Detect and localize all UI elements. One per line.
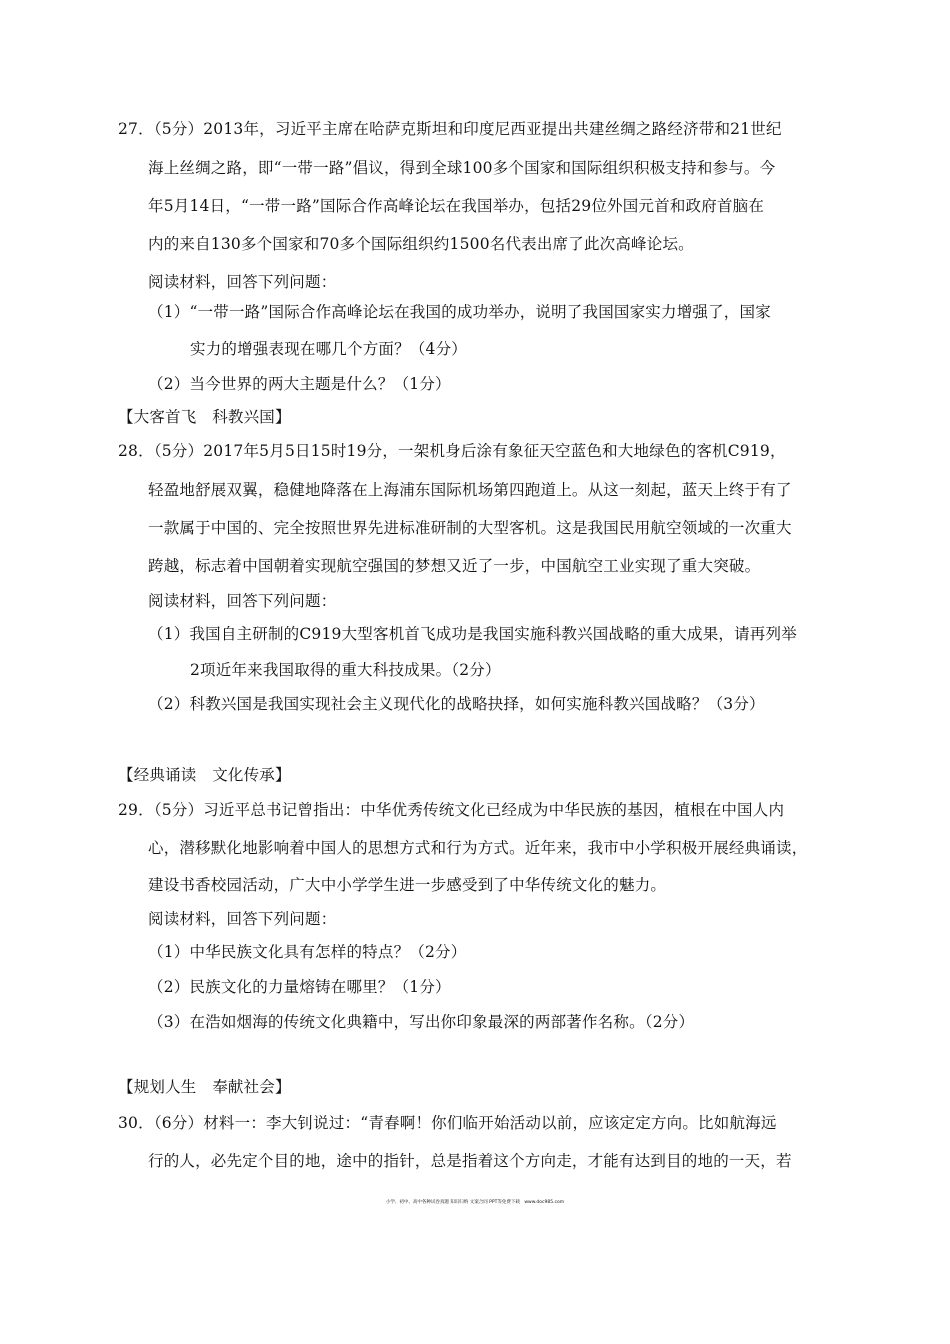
q28-line-3: 一款属于中国的、完全按照世界先进标准研制的大型客机。这是我国民用航空领域的一次重大 [148,519,792,537]
q27-sub2: （2）当今世界的两大主题是什么？（1分） [148,375,451,393]
q27-line-1: 27．（5分）2013年，习近平主席在哈萨克斯坦和印度尼西亚提出共建丝绸之路经济带和21世纪 [118,120,782,138]
q29-sub1: （1）中华民族文化具有怎样的特点？（2分） [148,943,467,961]
q27-line-3: 年5月14日，“一带一路”国际合作高峰论坛在我国举办，包括29位外国元首和政府首脑在 [148,197,765,215]
q27-prompt: 阅读材料，回答下列问题： [148,273,337,291]
q29-prompt: 阅读材料，回答下列问题： [148,910,337,928]
q27-sub1-line-2: 实力的增强表现在哪几个方面？（4分） [190,340,467,358]
q30-line-1: 30．（6分）材料一：李大钊说过：“青春啊！你们临开始活动以前，应该定定方向。比如航海远 [118,1114,777,1132]
section-heading-29: 【经典诵读 文化传承】 [118,766,291,784]
q27-line-2: 海上丝绸之路，即“一带一路”倡议，得到全球100多个国家和国际组织积极支持和参与。今 [148,159,776,177]
q29-line-3: 建设书香校园活动，广大中小学学生进一步感受到了中华传统文化的魅力。 [148,876,667,894]
section-heading-30: 【规划人生 奉献社会】 [118,1078,291,1096]
q28-line-1: 28．（5分）2017年5月5日15时19分，一架机身后涂有象征天空蓝色和大地绿色的客机C919， [118,442,786,460]
q28-sub1-line-2: 2项近年来我国取得的重大科技成果。（2分） [190,661,501,679]
q27-sub1-line-1: （1）“一带一路”国际合作高峰论坛在我国的成功举办，说明了我国国家实力增强了，国家 [148,303,771,321]
q29-sub3: （3）在浩如烟海的传统文化典籍中，写出你印象最深的两部著作名称。（2分） [148,1013,695,1031]
q30-line-2: 行的人，必先定个目的地，途中的指针，总是指着这个方向走，才能有达到目的地的一天，若 [148,1152,792,1170]
q28-sub1-line-1: （1）我国自主研制的C919大型客机首飞成功是我国实施科教兴国战略的重大成果，请再列举 [148,625,797,643]
q28-line-2: 轻盈地舒展双翼，稳健地降落在上海浦东国际机场第四跑道上。从这一刻起，蓝天上终于有了 [148,481,792,499]
q29-line-1: 29．（5分）习近平总书记曾指出：中华优秀传统文化已经成为中华民族的基因，植根在中国人内 [118,801,785,819]
q29-sub2: （2）民族文化的力量熔铸在哪里？（1分） [148,978,451,996]
page-footer: 小学、初中、高中各种试卷真题 知识归纳 文案合同 PPT等免费下载 www.doc985.com [385,1200,565,1205]
q28-sub2: （2）科教兴国是我国实现社会主义现代化的战略抉择，如何实施科教兴国战略？（3分） [148,695,765,713]
q27-line-4: 内的来自130多个国家和70多个国际组织约1500名代表出席了此次高峰论坛。 [148,235,694,253]
q29-line-2: 心，潜移默化地影响着中国人的思想方式和行为方式。近年来，我市中小学积极开展经典诵读， [148,839,808,857]
q28-line-4: 跨越，标志着中国朝着实现航空强国的梦想又近了一步，中国航空工业实现了重大突破。 [148,557,761,575]
q28-prompt: 阅读材料，回答下列问题： [148,592,337,610]
section-heading-28: 【大客首飞 科教兴国】 [118,408,291,426]
